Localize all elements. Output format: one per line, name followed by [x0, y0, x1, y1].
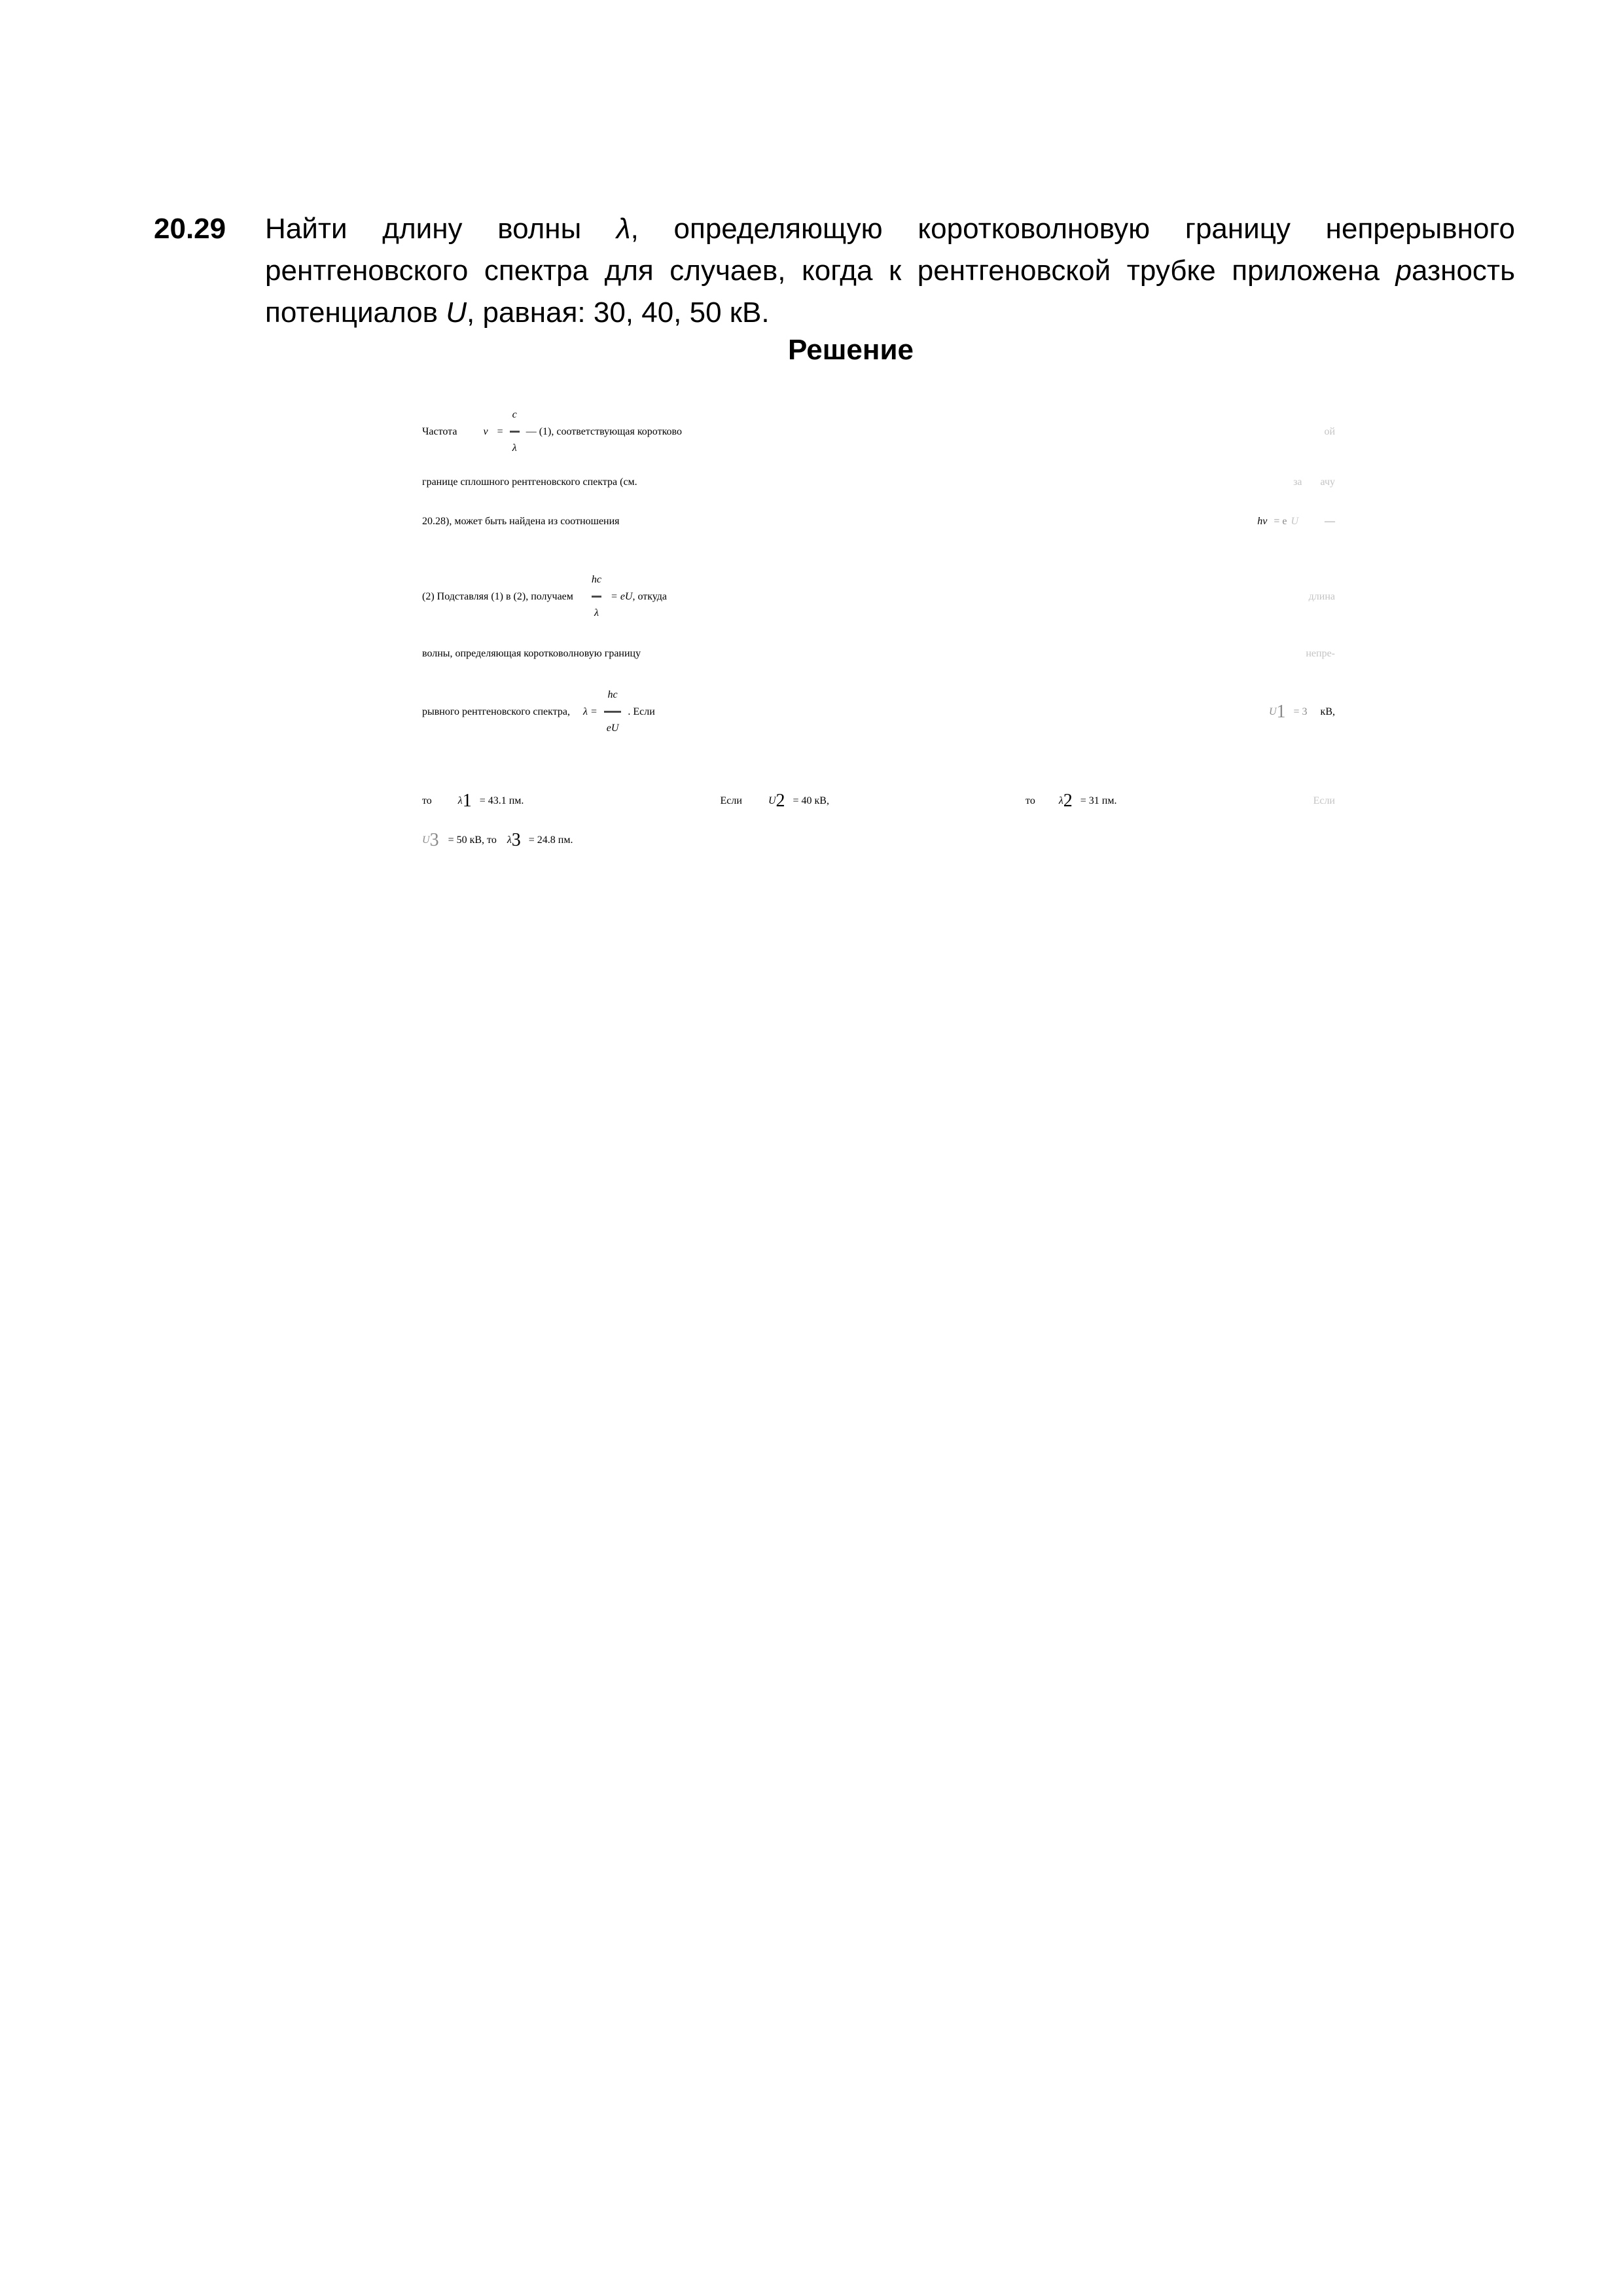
sol-l4-frac-num: hc	[591, 574, 602, 585]
sol-l3-b: hν	[1257, 516, 1268, 527]
problem-U: U	[446, 296, 467, 329]
sol-l8-c-sub: 3	[511, 830, 521, 850]
problem-text-part1: Найти длину волны	[265, 213, 616, 245]
problem-statement	[265, 208, 1515, 334]
solution-line-7	[422, 791, 1335, 812]
sol-l7-h-sub: 2	[1063, 791, 1073, 811]
sol-l7-i: = 31 пм.	[1080, 795, 1117, 806]
sol-l7-b: λ	[457, 795, 463, 806]
sol-l1-a: Частота	[422, 425, 457, 437]
solution-line-6	[422, 679, 1335, 744]
solution-line-3	[422, 516, 1335, 528]
sol-l7-a: то	[422, 795, 432, 806]
problem-p-italic: р	[1395, 255, 1412, 287]
sol-l6-d: = 3	[1293, 706, 1308, 717]
sol-l6-lam: λ =	[583, 706, 597, 717]
sol-l6-fraction	[604, 679, 622, 744]
sol-l4-frac-den: λ	[592, 596, 601, 629]
sol-l3-c: = e	[1274, 516, 1287, 527]
sol-l3-a: 20.28), может быть найдена из соотношения	[422, 516, 620, 527]
sol-l7-b-sub: 1	[462, 791, 472, 811]
sol-l7-j: Если	[1313, 795, 1335, 806]
sol-l1-nu: ν	[483, 425, 488, 437]
sol-l8-c: λ	[507, 834, 512, 846]
sol-l8-d: = 24.8 пм.	[528, 834, 573, 846]
sol-l7-e: U	[768, 795, 776, 806]
problem-text-part4: , равная: 30, 40, 50 кВ.	[467, 296, 770, 329]
sol-l1-frac-num: c	[512, 409, 517, 420]
sol-l1-c: ой	[1324, 425, 1335, 437]
solution-line-8	[422, 830, 573, 851]
solution-line-4	[422, 564, 1335, 629]
sol-l6-b: . Если	[628, 706, 655, 717]
solution-line-1	[422, 399, 1335, 464]
sol-l4-c: , откуда	[632, 590, 668, 602]
solution-title: Решение	[788, 334, 914, 366]
sol-l4-d: длина	[1308, 590, 1335, 602]
sol-l2-c: ачу	[1320, 476, 1335, 488]
sol-l4-fraction	[589, 564, 604, 629]
sol-l7-g: то	[1026, 795, 1035, 806]
sol-l6-frac-den: eU	[604, 711, 622, 744]
sol-l7-h: λ	[1058, 795, 1063, 806]
sol-l8-a: U	[422, 834, 430, 846]
sol-l7-e-sub: 2	[776, 791, 785, 811]
sol-l2-b: за	[1293, 476, 1302, 488]
sol-l5-b: непре-	[1306, 648, 1335, 659]
problem-text-part3: азность потенциалов	[265, 255, 1515, 329]
sol-l6-a: рывного рентгеновского спектра,	[422, 706, 571, 717]
sol-l5-a: волны, определяющая коротковолновую границу	[422, 648, 641, 659]
sol-l8-b: = 50 кВ, то	[448, 834, 497, 846]
sol-l7-d: Если	[720, 795, 742, 806]
problem-number: 20.29	[154, 213, 226, 245]
sol-l7-c: = 43.1 пм.	[479, 795, 524, 806]
problem-lambda: λ	[616, 213, 631, 245]
sol-l3-e: —	[1325, 516, 1335, 527]
sol-l4-b: = eU	[611, 590, 633, 602]
sol-l1-frac-den: λ	[510, 431, 520, 464]
sol-l3-d: U	[1291, 516, 1298, 527]
sol-l4-a: (2) Подставляя (1) в (2), получаем	[422, 590, 573, 602]
solution-line-5	[422, 648, 1335, 660]
problem-text-part2: , определяющую коротковолновую границу непрерывного рентгеновского спектра для случаев, когда к рентгеновской трубке приложена	[265, 213, 1516, 287]
sol-l6-e: кВ,	[1320, 706, 1335, 717]
sol-l6-c: U	[1268, 706, 1277, 717]
sol-l7-f: = 40 кВ,	[793, 795, 829, 806]
sol-l6-frac-num: hc	[607, 689, 618, 700]
sol-l6-sub: 1	[1276, 701, 1286, 722]
sol-l1-fraction	[510, 399, 520, 464]
sol-l8-a-sub: 3	[429, 830, 439, 850]
solution-line-2	[422, 476, 1335, 488]
sol-l1-b: — (1), соответствующая коротково	[526, 425, 682, 437]
sol-l1-eq: =	[497, 425, 503, 437]
sol-l2-a: границе сплошного рентгеновского спектра (см.	[422, 476, 637, 488]
